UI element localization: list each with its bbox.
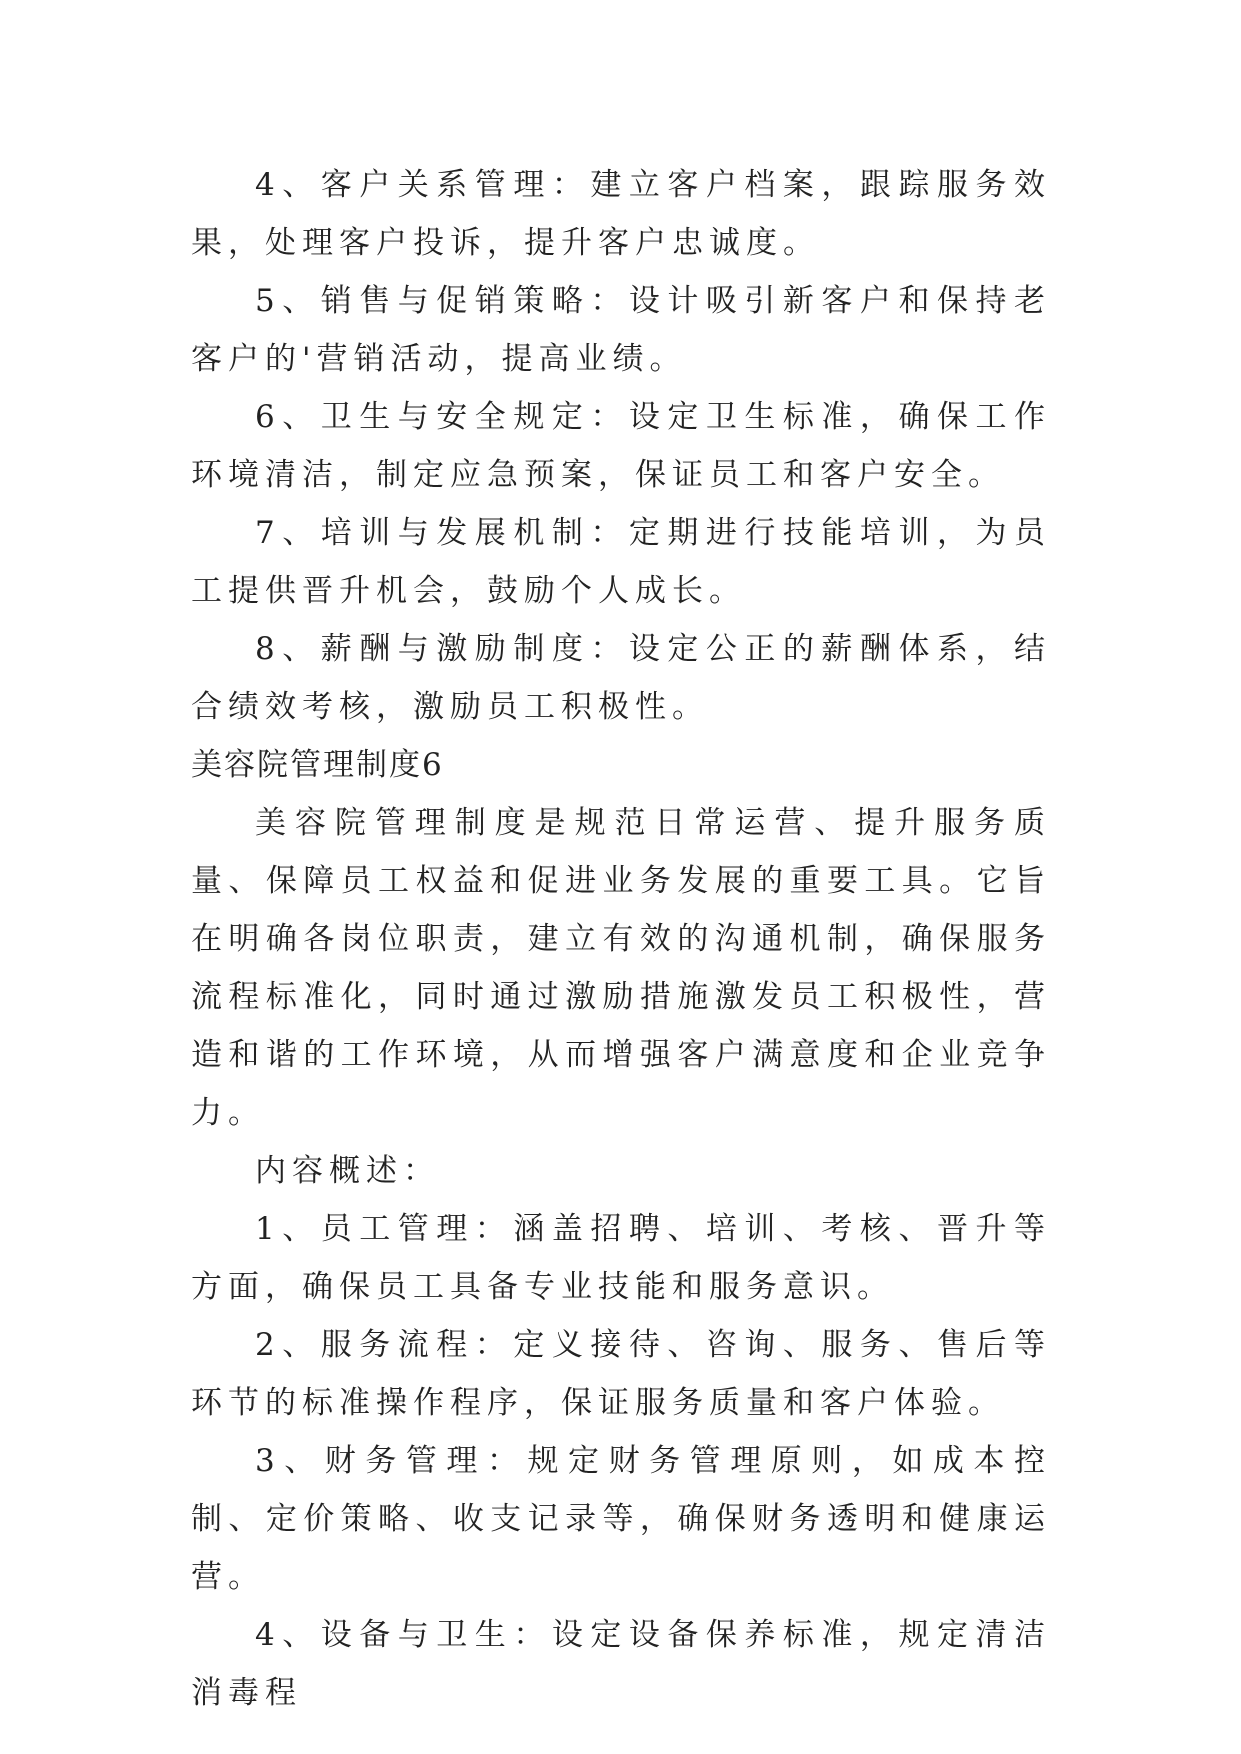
paragraph-compensation-incentives: 8、薪酬与激励制度：设定公正的薪酬体系，结合绩效考核，激励员工积极性。 <box>191 631 1051 725</box>
paragraph-equipment-hygiene: 4、设备与卫生：设定设备保养标准，规定清洁消毒程 <box>191 1617 1051 1711</box>
paragraph-staff-management: 1、员工管理：涵盖招聘、培训、考核、晋升等方面，确保员工具备专业技能和服务意识。 <box>191 1211 1051 1305</box>
paragraph-training-development: 7、培训与发展机制：定期进行技能培训，为员工提供晋升机会，鼓励个人成长。 <box>191 515 1051 609</box>
document-body <box>191 156 1051 1722</box>
paragraph-overview-label: 内容概述： <box>255 1153 440 1189</box>
paragraph-sales-promotion: 5、销售与促销策略：设计吸引新客户和保持老客户的'营销活动，提高业绩。 <box>191 283 1051 377</box>
paragraph-hygiene-safety: 6、卫生与安全规定：设定卫生标准，确保工作环境清洁，制定应急预案，保证员工和客户安全。 <box>191 399 1051 493</box>
paragraph-customer-relations: 4、客户关系管理：建立客户档案，跟踪服务效果，处理客户投诉，提升客户忠诚度。 <box>191 167 1051 261</box>
paragraph-financial-management: 3、财务管理：规定财务管理原则，如成本控制、定价策略、收支记录等，确保财务透明和健康运营。 <box>191 1443 1051 1595</box>
section-heading: 美容院管理制度6 <box>191 747 444 783</box>
paragraph-service-process: 2、服务流程：定义接待、咨询、服务、售后等环节的标准操作程序，保证服务质量和客户体验。 <box>191 1327 1051 1421</box>
paragraph-introduction: 美容院管理制度是规范日常运营、提升服务质量、保障员工权益和促进业务发展的重要工具。它旨在明确各岗位职责，建立有效的沟通机制，确保服务流程标准化，同时通过激励措施激发员工积极性，营造和谐的工作环境，从而增强客户满意度和企业竞争力。 <box>191 805 1051 1131</box>
